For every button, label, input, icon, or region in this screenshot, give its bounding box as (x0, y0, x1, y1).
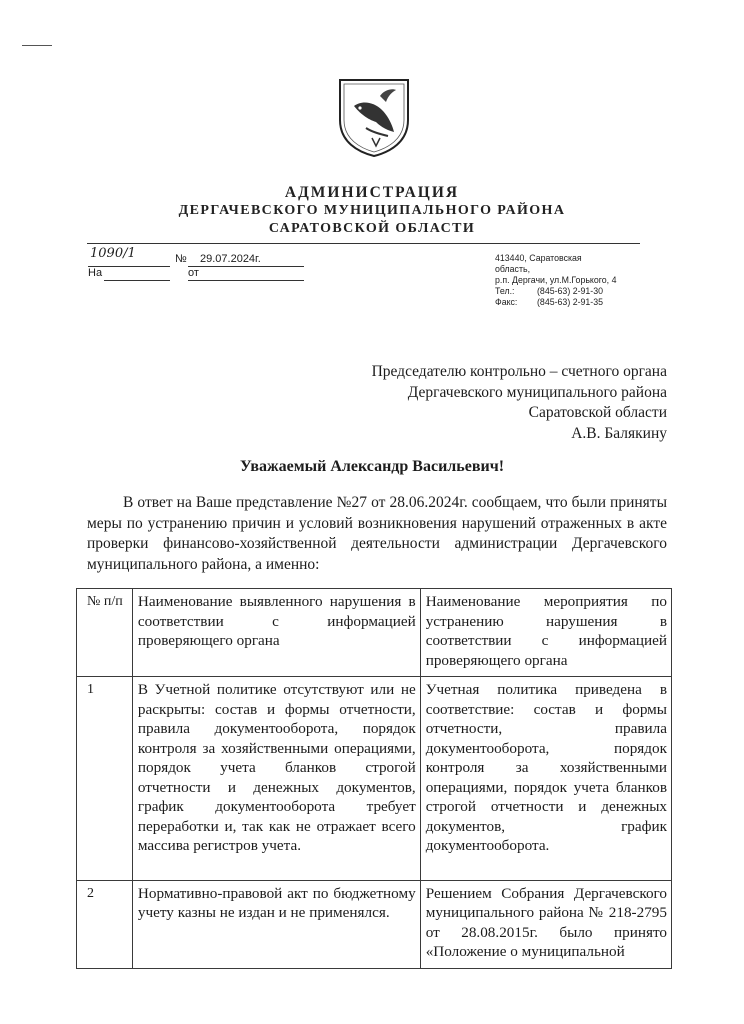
from-label: от (188, 267, 199, 279)
row-number: 2 (77, 880, 133, 968)
letter-body (87, 493, 667, 575)
corner-mark (22, 45, 52, 46)
table-header-row (77, 589, 672, 677)
row-violation: В Учетной политике отсутствуют или не раскрыты: состав и формы отчетности, правила документооборота, порядок контроля за хозяйственными операциями, порядок учета бланков строгой отчетности и денежных документов, график документооборота требует переработки и, так как не отражает всего массива регистров учета. (132, 677, 420, 881)
addressee-line: Дергачевского муниципального района (407, 383, 667, 401)
org-title: АДМИНИСТРАЦИЯ (284, 184, 460, 201)
table-row (77, 880, 672, 968)
header-cell-violation: Наименование выявленного нарушения в соответствии с информацией проверяющего органа (132, 589, 420, 677)
org-region: САРАТОВСКОЙ ОБЛАСТИ (268, 221, 476, 236)
fax-number: (845-63) 2-91-35 (537, 297, 604, 307)
header-cell-measure: Наименование мероприятия по устранению нарушения в соответствии с информацией проверяющего органа (420, 589, 671, 677)
registration-block (88, 246, 318, 289)
registration-number: 1090/1 (90, 246, 136, 261)
fax-line: Факс: (845-63) 2-91-35 (495, 297, 604, 307)
row-measure: Учетная политика приведена в соответствие: состав и формы отчетности, правила документооборота, порядок контроля за хозяйственными операциями, порядок учета бланков строгой отчетности и денежных документов, график документооборота. (420, 677, 671, 881)
row-measure: Решением Собрания Дергачевского муниципального района № 218-2795 от 28.08.2015г. было принято «Положение о муниципальной (420, 880, 671, 968)
header-divider (87, 243, 640, 244)
addressee-line: Председателю контрольно – счетного органа (371, 363, 667, 380)
org-district: ДЕРГАЧЕВСКОГО МУНИЦИПАЛЬНОГО РАЙОНА (178, 203, 566, 218)
reply-label: На (88, 267, 103, 279)
phone-line: Тел.: (845-63) 2-91-30 (495, 286, 604, 296)
header-cell-number: № п/п (77, 589, 133, 677)
body-paragraph: В ответ на Ваше представление №27 от 28.06.2024г. сообщаем, что были приняты меры по устранению причин и условий возникновения нарушений отраженных в акте проверки финансово-хозяйственной деятельности администрации Дергачевского муниципального района, а именно: (87, 494, 667, 573)
address-line: 413440, Саратовская (495, 253, 582, 263)
addressee-line: Саратовской области (528, 404, 667, 421)
number-label: № (175, 253, 187, 265)
address-line: р.п. Дергачи, ул.М.Горького, 4 (495, 275, 617, 285)
address-line: область, (495, 264, 531, 274)
addressee-block (372, 362, 667, 444)
greeting: Уважаемый Александр Васильевич! (239, 458, 505, 475)
violations-table (76, 588, 672, 969)
row-violation: Нормативно-правовой акт по бюджетному учету казны не издан и не применялся. (132, 880, 420, 968)
sender-address (495, 253, 616, 308)
phone-number: (845-63) 2-91-30 (537, 286, 604, 296)
addressee-name: А.В. Балякину (571, 424, 667, 442)
table-row (77, 677, 672, 881)
row-number: 1 (77, 677, 133, 881)
registration-date: 29.07.2024г. (200, 253, 261, 265)
saratov-coat-of-arms-icon (336, 76, 412, 158)
